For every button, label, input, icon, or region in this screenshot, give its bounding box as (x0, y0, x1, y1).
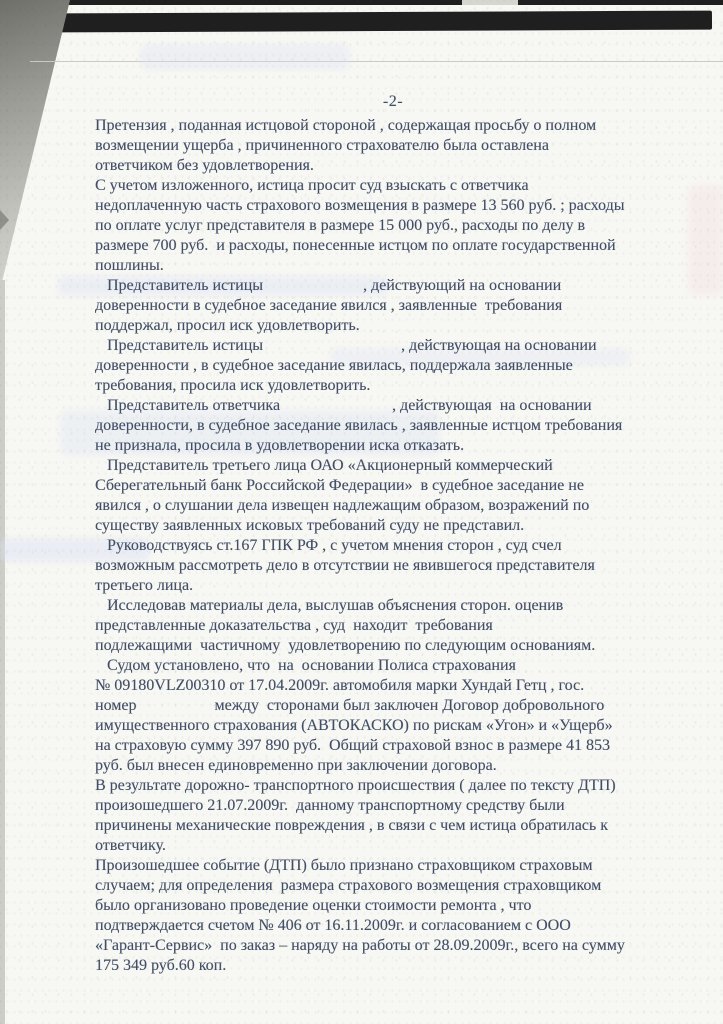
redacted-gap (280, 409, 392, 410)
scanner-top-strip-gap (462, 0, 518, 5)
scan-tint-patch (140, 44, 350, 70)
paragraph: С учетом изложенного, истица просит суд взыскать с ответчика недоплаченную часть страхового возмещения в размере 13 560 руб. ; расходы по оплате услуг представителя в размере 15 000 руб., расходы по делу в размере 700 руб. и расходы, понесенные истцом по оплате государственной пошлины. (95, 177, 625, 274)
scanner-left-edge (0, 280, 5, 1024)
redacted-gap (263, 349, 401, 350)
paragraph: Судом установлено, что на основании Полиса страхования № 09180VLZ00310 от 17.04.2009г. автомобиля марки Хундай Гетц , гос. номер между сторонами был заключен Договор добровольного имущественного страхования (АВТОКАСКО) по рискам «Угон» и «Ущерб» на страховую сумму 397 890 руб. Общий страховой взнос в размере 41 853 руб. был внесен единовременно при заключении договора. (95, 657, 613, 774)
paragraph: Произошедшее событие (ДТП) было признано страховщиком страховым случаем; для определения размера страхового возмещения страховщиком было организовано проведение оценки стоимости ремонта , что подтверждается счетом № 406 от 16.11.2009г. и согласованием с ООО «Гарант-Сервис» по заказ – наряду на работы от 28.09.2009г., всего на сумму 175 349 руб.60 коп. (95, 857, 625, 974)
paragraph: Представитель ответчика , действующая на основании доверенности, в судебное заседание явилась , заявленные истцом требования не признала, просила в удовлетворении иска отказать. (95, 397, 623, 454)
paragraph: Представитель третьего лица ОАО «Акционерный коммерческий Сберегательный банк Российской Федерации» в судебное заседание не явился , о слушании дела извещен надлежащим образом, возражений по существу заявленных исковых требований суду не представил. (95, 457, 590, 534)
paragraph: Представитель истицы , действующий на основании доверенности в судебное заседание явился , заявленные требования поддержал, просил иск удовлетворить. (95, 277, 563, 334)
scanner-edge-wedge (0, 0, 70, 290)
paragraph: Руководствуясь ст.167 ГПК РФ , с учетом мнения сторон , суд счел возможным рассмотреть дело в отсутствии не явившегося представителя третьего лица. (95, 537, 595, 594)
scan-black-bar (56, 11, 712, 33)
text-block (95, 92, 710, 976)
paragraph: Исследовав материалы дела, выслушав объяснения сторон. оценив представленные доказательства , суд находит требования подлежащими частичному удовлетворению по следующим основаниям. (95, 597, 596, 654)
paragraph: Претензия , поданная истцовой стороной , содержащая просьбу о полном возмещении ущерба , причиненного страхователю была оставлена ответчиком без удовлетворения. (95, 117, 597, 174)
scanner-top-strip (0, 0, 723, 5)
paragraph: В результате дорожно- транспортного происшествия ( далее по тексту ДТП) произошедшего 21.07.2009г. данному транспортному средству были причинены механические повреждения , в связи с чем истица обратилась к ответчику. (95, 777, 616, 854)
redacted-gap (136, 709, 214, 710)
redacted-gap (263, 289, 363, 290)
paragraph: Представитель истицы , действующая на основании доверенности , в судебное заседание явилась, поддержала заявленные требования, просила иск удовлетворить. (95, 337, 597, 394)
paragraphs-container (95, 116, 710, 976)
scan-line-artifact (30, 61, 723, 62)
page-number: -2- (382, 93, 404, 110)
